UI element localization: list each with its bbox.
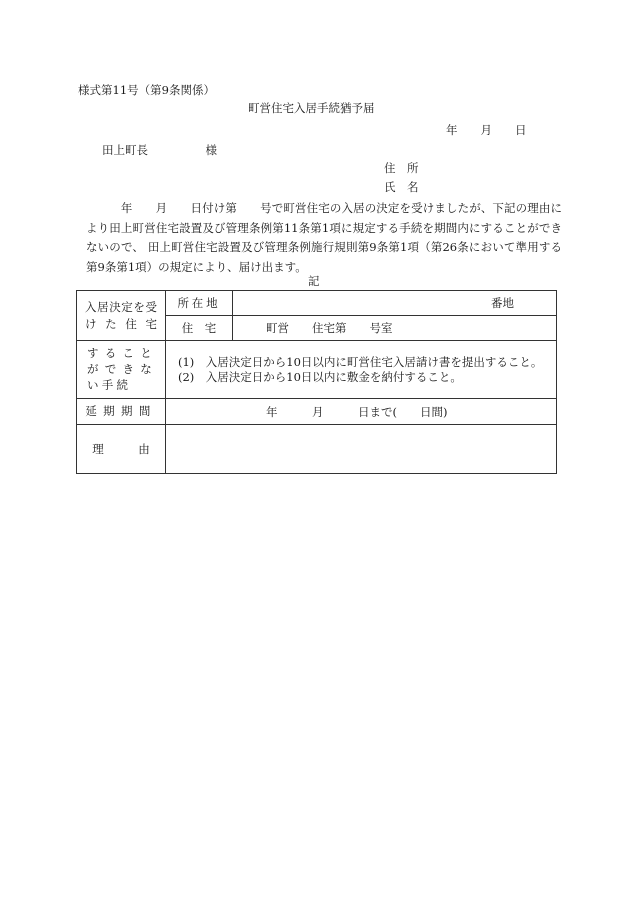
reason-label: 理 由 [92,441,150,456]
dwelling-value: 町営 住宅第 号室 [266,321,393,335]
procedures-heading: することができない手続 [87,346,155,392]
dwelling-label: 住 宅 [181,320,217,335]
body-paragraph: 年 月 日付け第 号で町営住宅の入居の決定を受けましたが、下記の理由により田上町営住宅設置及び管理条例第11条第1項に規定する手続を期間内にすることができないので、 田上町営住宅設置及び管理条例施行規則第9条第1項（第26条において準用する第9条第1項）の規定により、届け出ます。 [86,201,562,274]
ki-heading: 記 [308,274,320,288]
location-row [77,291,557,316]
applicant-name-label: 氏 名 [384,180,419,194]
dwelling-label-cell [166,316,233,341]
procedures-heading-cell [77,341,166,399]
period-label-cell [77,399,166,425]
procedure-item-1: (1) 入居決定日から10日以内に町営住宅入居請け書を提出すること。 [178,354,543,369]
period-value: 年 月 日まで( 日間) [266,404,448,419]
location-value-cell [233,291,557,316]
reason-value-cell[interactable] [166,425,557,474]
applicant-address-label: 住 所 [384,161,419,175]
reason-label-cell [77,425,166,474]
dwelling-value-cell [233,316,557,341]
addressee: 田上町長 様 [102,143,217,157]
location-label-cell [166,291,233,316]
period-value-cell [166,399,557,425]
house-heading-cell [77,291,166,341]
period-row [77,399,557,425]
location-label: 所在地 [177,295,221,310]
procedures-row [77,341,557,399]
banchi-label: 番地 [491,296,514,310]
procedure-item-2: (2) 入居決定日から10日以内に敷金を納付すること。 [178,369,462,384]
reason-row [77,425,557,474]
document-title: 町営住宅入居手続猶予届 [248,101,375,115]
form-number-label: 様式第11号（第9条関係） [78,83,215,97]
house-heading: 入居決定を受けた住宅 [85,299,157,331]
form-table [76,290,557,474]
period-label: 延期期間 [85,404,157,418]
date-line: 年 月 日 [446,123,527,137]
procedures-cell [166,341,557,399]
